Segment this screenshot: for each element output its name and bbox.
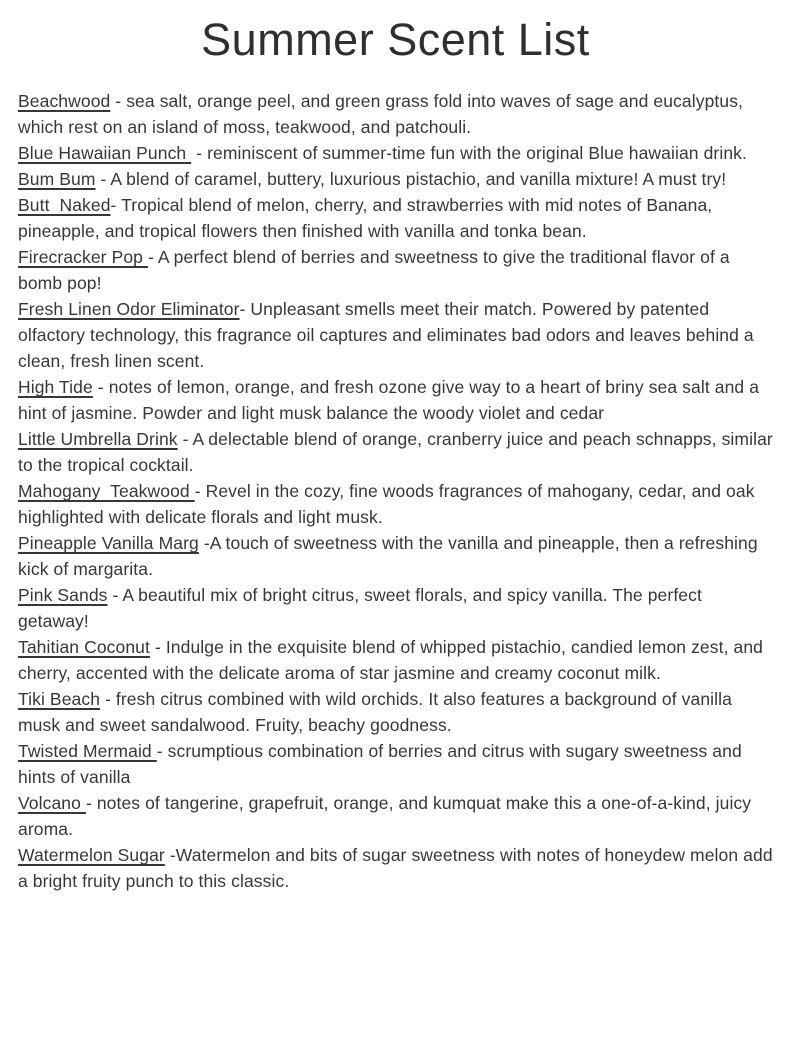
scent-item — [18, 192, 773, 244]
page-title: Summer Scent List — [201, 14, 590, 65]
scent-description: -A touch of sweetness with the vanilla and pineapple, then a refreshing kick of margarita. — [18, 533, 763, 579]
scent-item — [18, 478, 773, 530]
scent-item — [18, 686, 773, 738]
scent-item — [18, 374, 773, 426]
scent-list — [18, 88, 778, 894]
scent-item — [18, 166, 773, 192]
scent-item — [18, 842, 778, 894]
document-page — [0, 13, 791, 894]
scent-description: - A blend of caramel, buttery, luxurious pistachio, and vanilla mixture! A must try! — [95, 169, 727, 189]
scent-name: Twisted Mermaid — [18, 741, 157, 761]
scent-description: -Watermelon and bits of sugar sweetness with notes of honeydew melon add a bright fruity punch to this classic. — [18, 845, 778, 891]
scent-description: - notes of lemon, orange, and fresh ozone give way to a heart of briny sea salt and a hint of jasmine. Powder and light musk balance the woody violet and cedar — [18, 377, 765, 423]
scent-description: - notes of tangerine, grapefruit, orange, and kumquat make this a one-of-a-kind, juicy aroma. — [18, 793, 757, 839]
scent-description: - sea salt, orange peel, and green grass fold into waves of sage and eucalyptus, which rest on an island of moss, teakwood, and patchouli. — [18, 91, 748, 137]
scent-description: - scrumptious combination of berries and citrus with sugary sweetness and hints of vanilla — [18, 741, 747, 787]
scent-name: Mahogany Teakwood — [18, 481, 195, 501]
scent-description: - Indulge in the exquisite blend of whipped pistachio, candied lemon zest, and cherry, accented with the delicate aroma of star jasmine and creamy coconut milk. — [18, 637, 768, 683]
scent-item — [18, 244, 773, 296]
scent-description: - A delectable blend of orange, cranberry juice and peach schnapps, similar to the tropical cocktail. — [18, 429, 778, 475]
scent-name: Fresh Linen Odor Eliminator — [18, 299, 240, 319]
scent-name: Little Umbrella Drink — [18, 429, 178, 449]
scent-item — [18, 140, 773, 166]
scent-name: Watermelon Sugar — [18, 845, 165, 865]
scent-item — [18, 296, 773, 374]
scent-item — [18, 634, 773, 686]
scent-description: - Tropical blend of melon, cherry, and strawberries with mid notes of Banana, pineapple, and tropical flowers then finished with vanilla and tonka bean. — [18, 195, 718, 241]
scent-name: Bum Bum — [18, 169, 96, 189]
scent-description: - reminiscent of summer-time fun with the original Blue hawaiian drink. — [191, 143, 747, 163]
scent-name: Beachwood — [18, 91, 111, 111]
scent-name: Firecracker Pop — [18, 247, 148, 267]
scent-item — [18, 738, 773, 790]
scent-description: - Revel in the cozy, fine woods fragrances of mahogany, cedar, and oak highlighted with delicate florals and light musk. — [18, 481, 760, 527]
scent-name: Tiki Beach — [18, 689, 101, 709]
scent-item — [18, 426, 778, 478]
scent-item — [18, 790, 773, 842]
scent-description: - Unpleasant smells meet their match. Powered by patented olfactory technology, this fragrance oil captures and eliminates bad odors and leaves behind a clean, fresh linen scent. — [18, 299, 759, 371]
scent-item — [18, 88, 773, 140]
scent-name: Pink Sands — [18, 585, 108, 605]
scent-name: Blue Hawaiian Punch — [18, 143, 192, 163]
scent-description: - A beautiful mix of bright citrus, sweet florals, and spicy vanilla. The perfect getaway! — [18, 585, 707, 631]
scent-name: Pineapple Vanilla Marg — [18, 533, 199, 553]
scent-item — [18, 582, 773, 634]
scent-item — [18, 530, 773, 582]
scent-name: High Tide — [18, 377, 93, 397]
scent-description: - A perfect blend of berries and sweetness to give the traditional flavor of a bomb pop! — [18, 247, 735, 293]
scent-description: - fresh citrus combined with wild orchids. It also features a background of vanilla musk and sweet sandalwood. Fruity, beachy goodness. — [18, 689, 737, 735]
scent-name: Tahitian Coconut — [18, 637, 150, 657]
scent-name: Volcano — [18, 793, 86, 813]
scent-name: Butt Naked — [18, 195, 111, 215]
